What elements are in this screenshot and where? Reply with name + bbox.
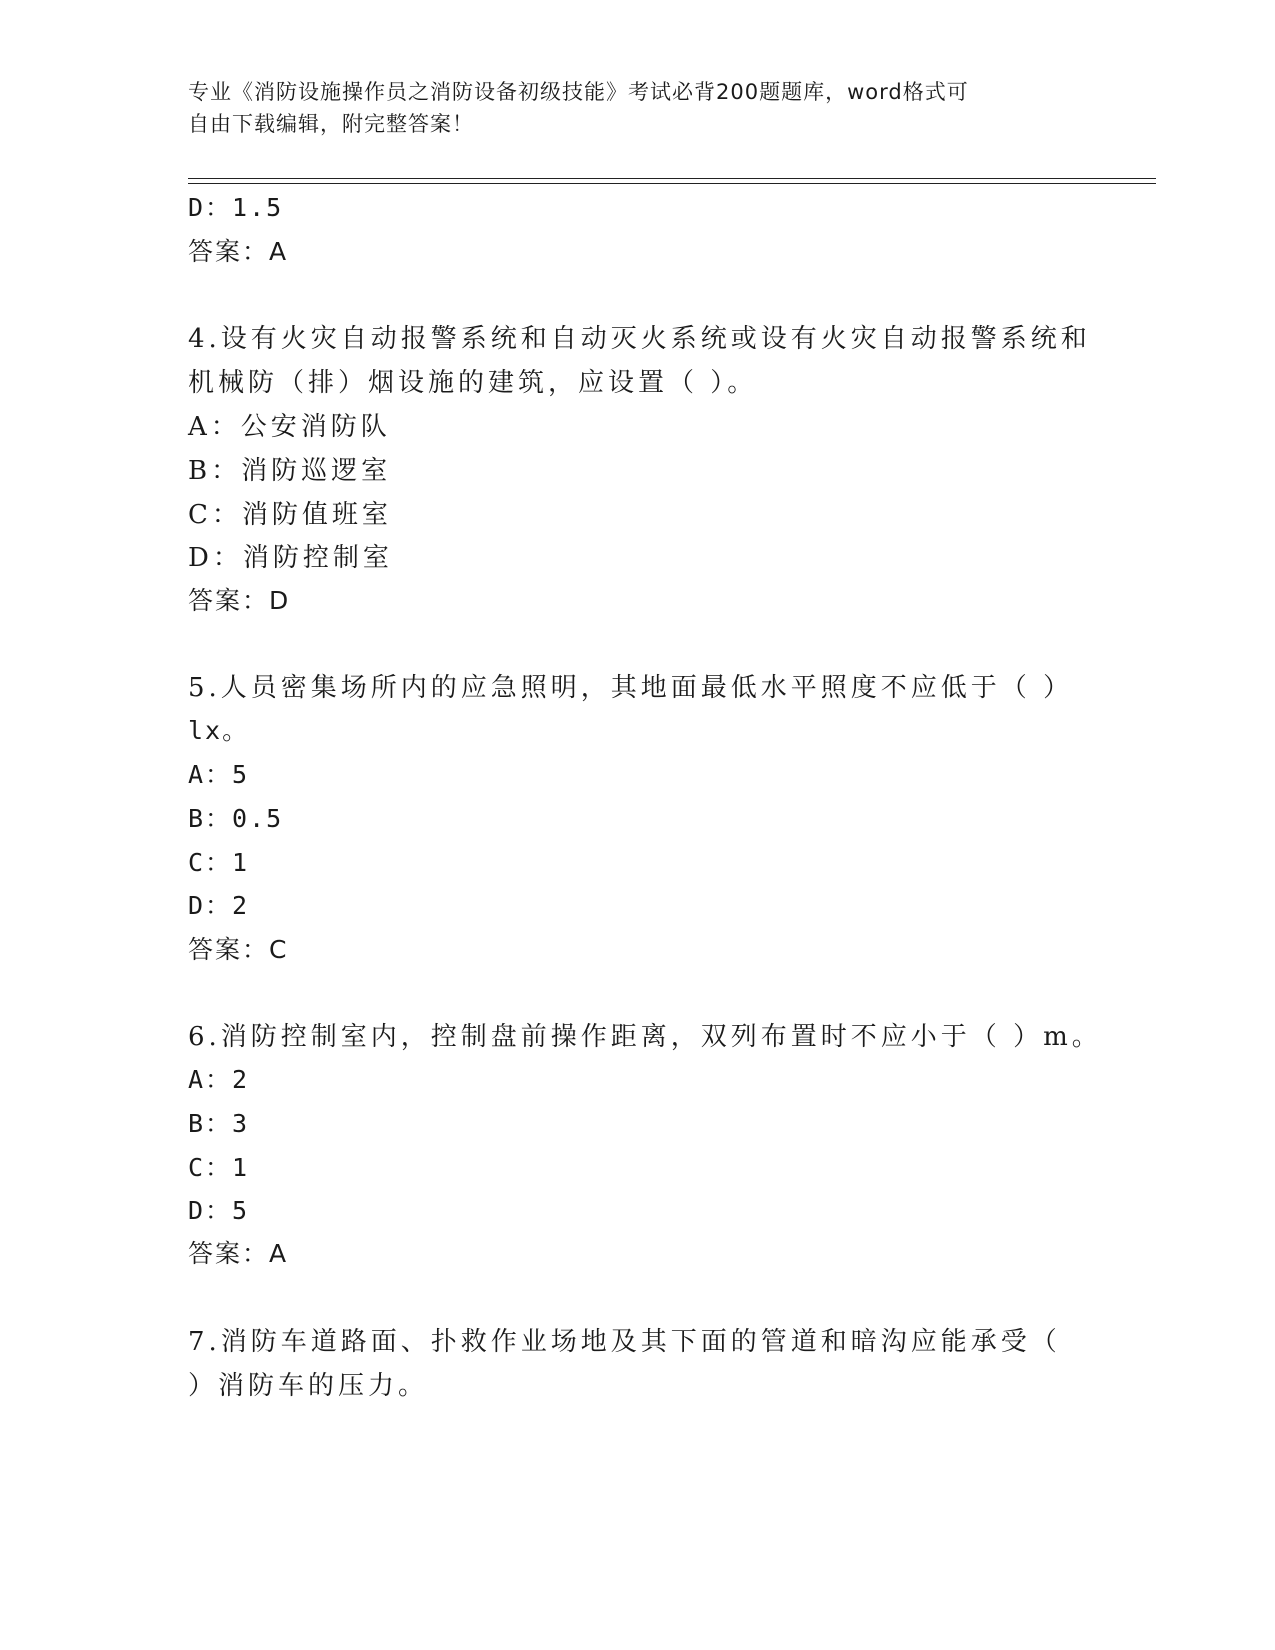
q4-text-line-2: 机械防（排）烟设施的建筑，应设置（ ）。 (188, 368, 758, 398)
document-header (188, 76, 1088, 140)
q5-answer: 答案：C (188, 935, 289, 964)
q5-option-a: A：5 (188, 760, 250, 789)
q7-text-line-1: 7.消防车道路面、扑救作业场地及其下面的管道和暗沟应能承受（ (188, 1327, 1061, 1357)
header-rule-bottom (188, 183, 1156, 184)
q7-text-line-2: ）消防车的压力。 (188, 1371, 429, 1401)
prev-answer: 答案：A (188, 237, 289, 266)
q4-option-b: B：消防巡逻室 (188, 456, 392, 486)
q4-option-a: A：公安消防队 (188, 412, 391, 442)
header-line-1: 专业《消防设施操作员之消防设备初级技能》考试必背200题题库，word格式可 (188, 80, 969, 104)
q6-text-line-1: 6.消防控制室内，控制盘前操作距离，双列布置时不应小于（ ）m。 (188, 1022, 1102, 1052)
q6-option-c: C：1 (188, 1153, 250, 1182)
header-rule-top (188, 178, 1156, 179)
header-line-2: 自由下载编辑，附完整答案！ (188, 112, 474, 136)
q5-text-line-2: lx。 (188, 716, 250, 745)
q5-option-b: B：0.5 (188, 804, 284, 833)
q5-option-c: C：1 (188, 848, 250, 877)
q4-option-c: C：消防值班室 (188, 500, 392, 530)
q6-option-b: B：3 (188, 1109, 250, 1138)
prev-option-d: D：1.5 (188, 193, 284, 222)
q5-text-line-1: 5.人员密集场所内的应急照明，其地面最低水平照度不应低于（ ） (188, 673, 1074, 703)
q6-answer: 答案：A (188, 1239, 289, 1268)
q6-option-a: A：2 (188, 1065, 250, 1094)
q6-option-d: D：5 (188, 1196, 250, 1225)
q4-answer: 答案：D (188, 586, 291, 615)
q4-text-line-1: 4.设有火灾自动报警系统和自动灭火系统或设有火灾自动报警系统和 (188, 324, 1091, 354)
q4-option-d: D：消防控制室 (188, 543, 393, 573)
q5-option-d: D：2 (188, 891, 250, 920)
